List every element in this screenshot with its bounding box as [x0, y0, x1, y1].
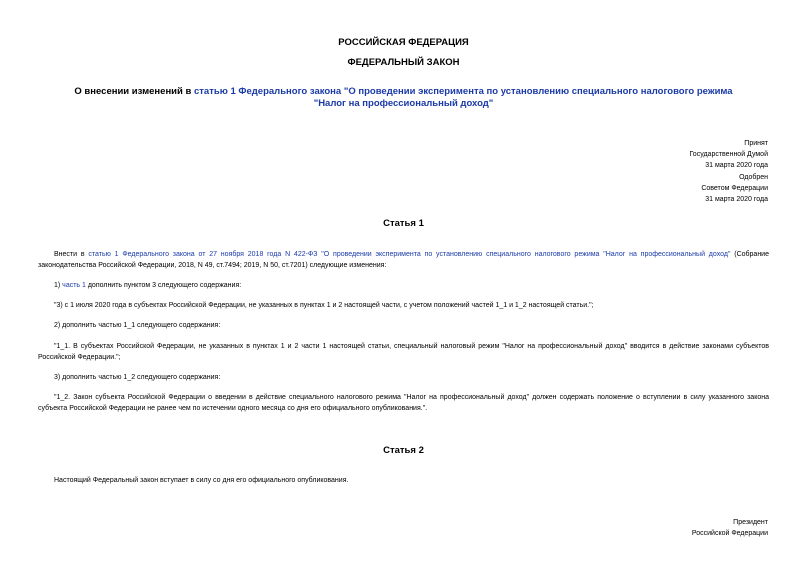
item-2-text: "1_1. В субъектах Российской Федерации, не указанных в пунктах 1 и 2 части 1 настоящей статьи, специальный налоговый режим "Налог на профессиональный доход" вводится в действие законами субъектов Российской Федерации.";: [38, 343, 769, 361]
approval-line: Советом Федерации: [701, 184, 768, 192]
item-1-text: "3) с 1 июля 2020 года в субъектах Российской Федерации, не указанных в пунктах 1 и 2 настоящей части, с учетом положений частей 1_1 и 1_2 настоящей статьи.";: [54, 302, 594, 309]
law-title-link[interactable]: статью 1 Федерального закона "О проведении эксперимента по установлению специального налогового режима "Налог на профессиональный доход": [193, 86, 733, 109]
item-3-text: "1_2. Закон субъекта Российской Федерации о введении в действие специального налогового режима "Налог на профессиональный доход" должен содержать положение о вступлении в силу указанного закона субъекта Российской Федерации не ранее чем по истечении одного месяца со дня его официального опубликования.".: [38, 394, 769, 412]
item-1: [38, 281, 769, 292]
article-1-heading: Статья 1: [383, 218, 424, 229]
adoption-date: 31 марта 2020 года: [705, 162, 768, 170]
intro-suffix: (Собрание законодательства Российской Федерации, 2018, N 49, ст.7494; 2019, N 50, ст.7201) следующие изменения:: [38, 251, 769, 269]
item-3: 3) дополнить частью 1_2 следующего содержания:: [54, 374, 221, 381]
law-type-heading: ФЕДЕРАЛЬНЫЙ ЗАКОН: [347, 57, 460, 68]
item-1-prefix: 1): [54, 282, 63, 289]
intro-prefix: Внести в: [54, 251, 89, 258]
approval-date: 31 марта 2020 года: [705, 196, 768, 204]
law-title: [60, 86, 747, 110]
approval-line: Одобрен: [739, 173, 768, 181]
signature-title: Президент: [733, 519, 768, 526]
article-1-intro: [38, 250, 769, 271]
adoption-block: [689, 138, 768, 205]
country-heading: РОССИЙСКАЯ ФЕДЕРАЦИЯ: [338, 37, 469, 48]
signature-country: Российской Федерации: [691, 530, 768, 538]
item-1-link[interactable]: часть 1: [62, 282, 86, 289]
law-title-prefix: О внесении изменений в: [74, 86, 194, 97]
item-2: 2) дополнить частью 1_1 следующего содержания:: [54, 322, 221, 329]
signature-block: [692, 517, 768, 539]
adoption-line: Принят: [744, 140, 768, 147]
article-2-text: Настоящий Федеральный закон вступает в силу со дня его официального опубликования.: [54, 477, 349, 484]
intro-link[interactable]: статью 1 Федерального закона от 27 ноября 2018 года N 422-ФЗ "О проведении эксперимента по установлению специального налогового режима "Налог на профессиональный доход": [88, 251, 731, 258]
adoption-line: Государственной Думой: [689, 151, 768, 159]
item-1-suffix: дополнить пунктом 3 следующего содержания:: [85, 282, 242, 289]
article-2-heading: Статья 2: [383, 445, 424, 456]
